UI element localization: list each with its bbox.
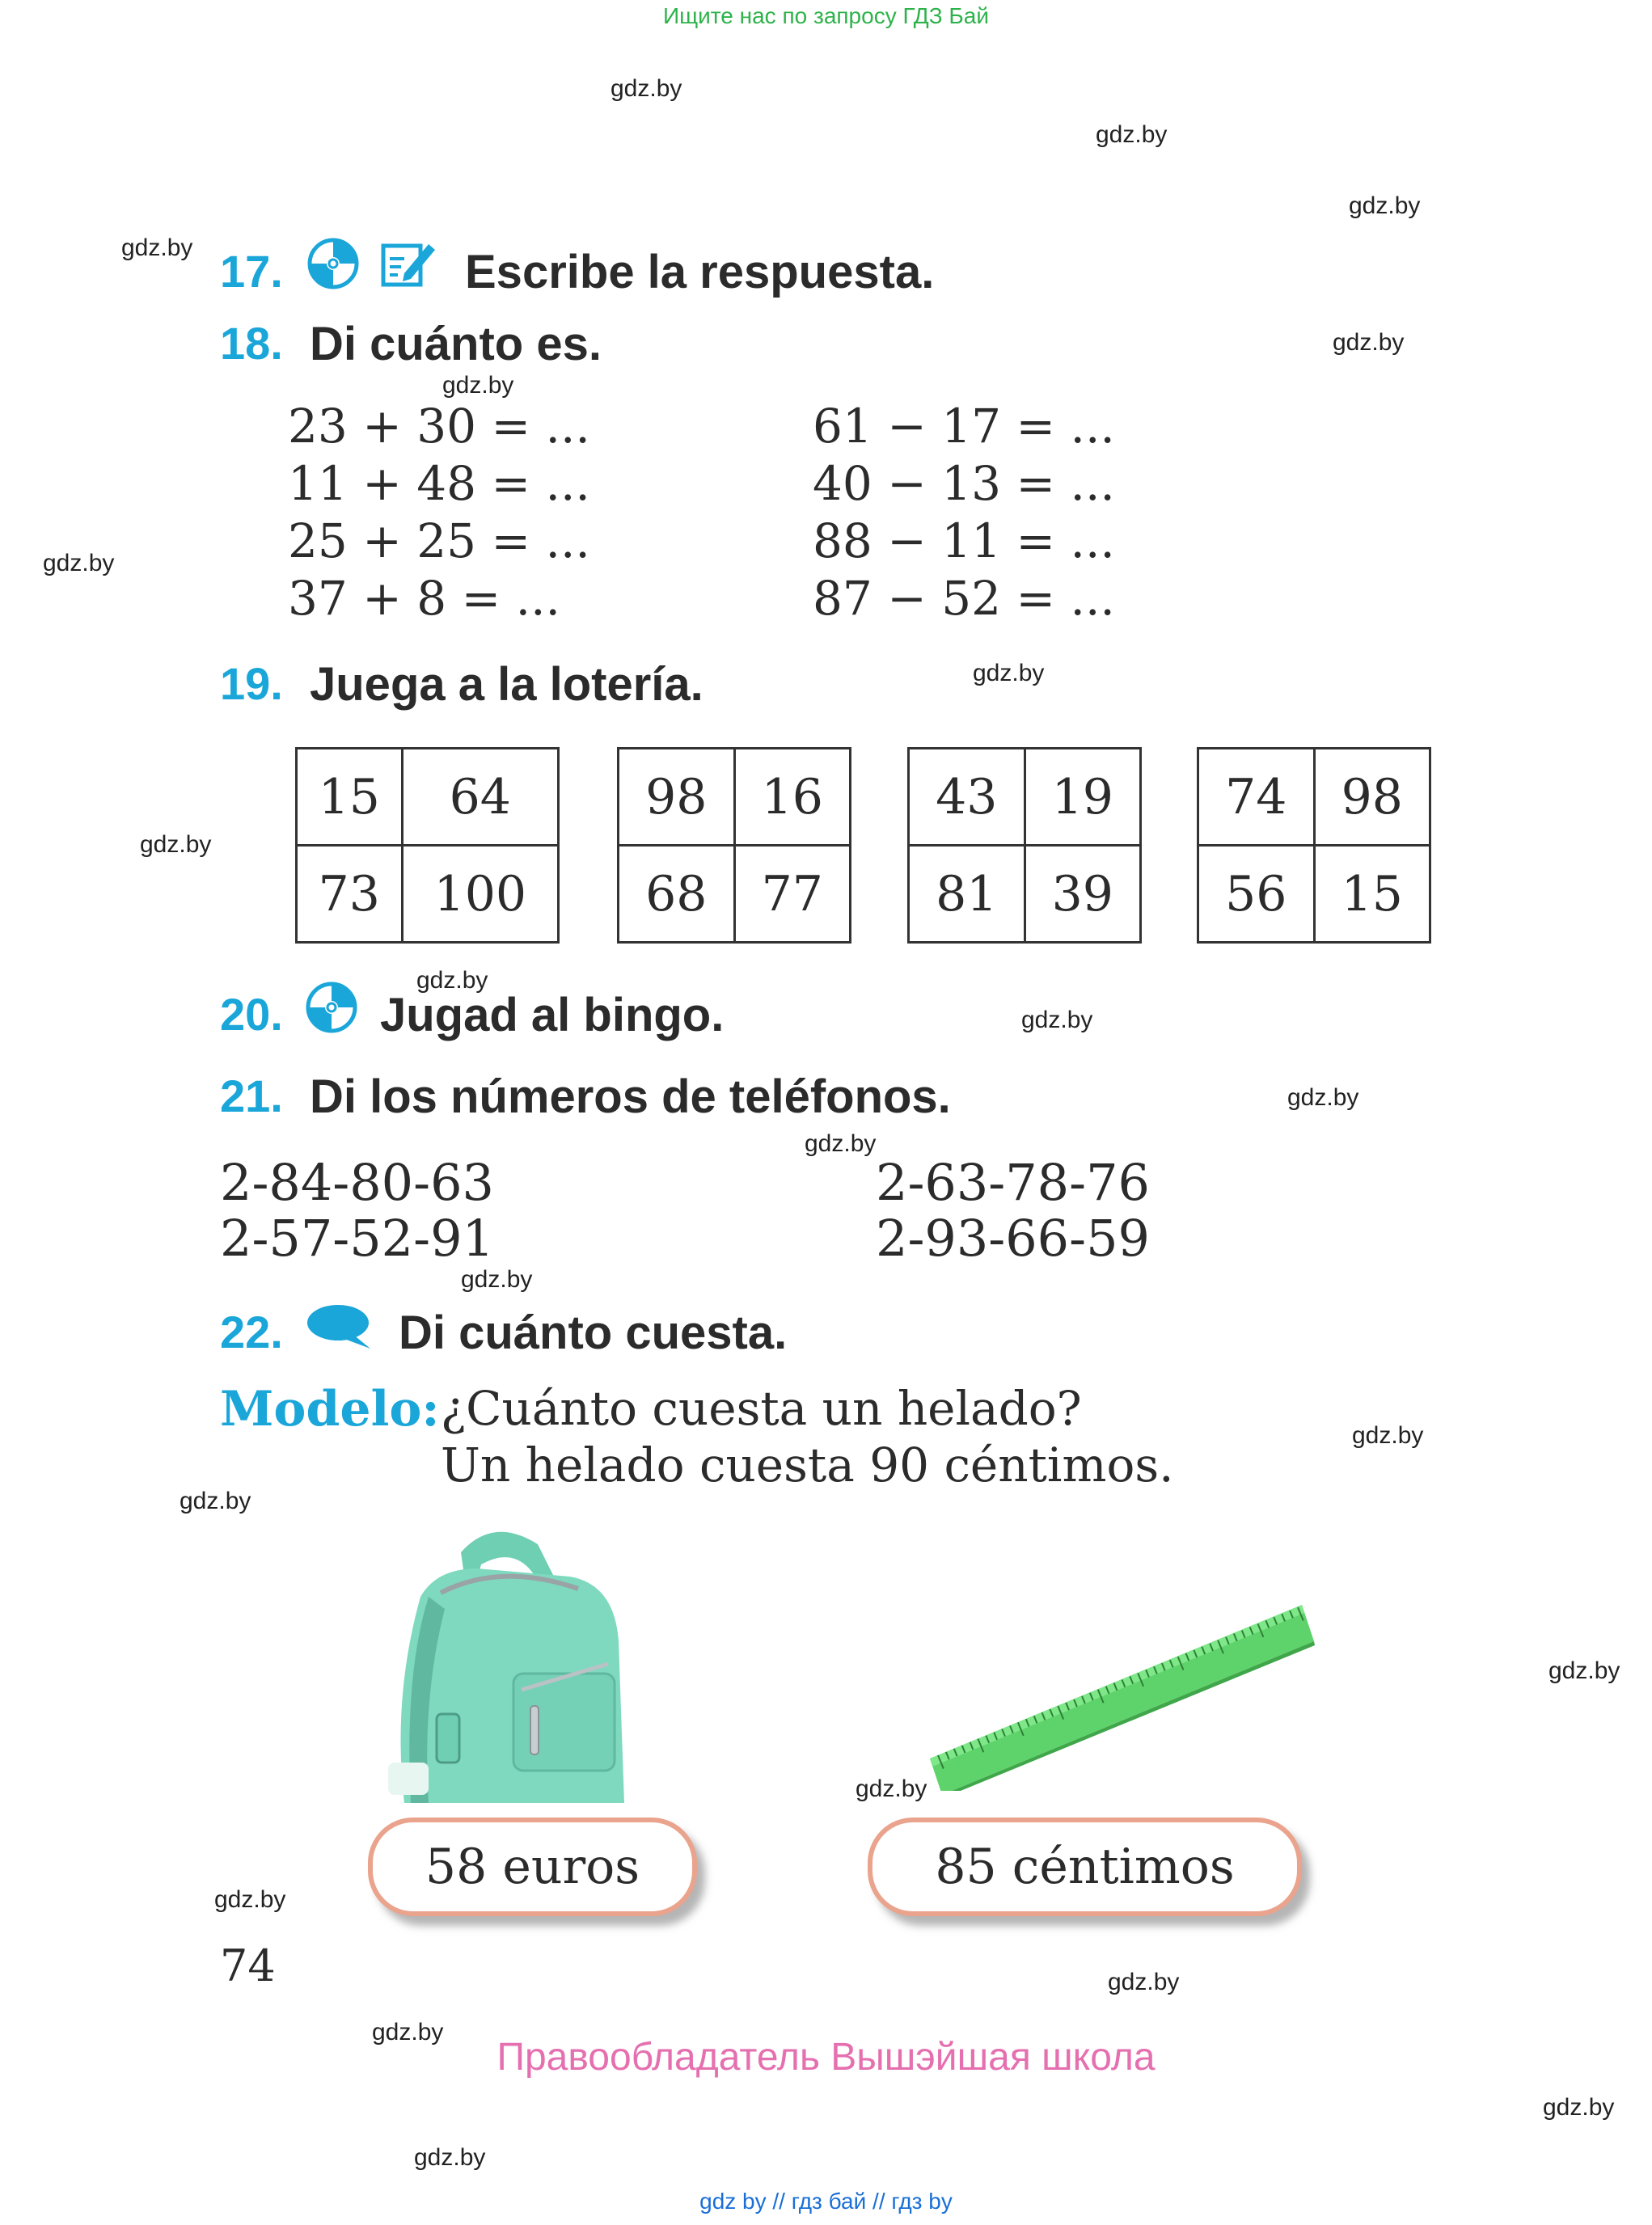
equations-right-column: [813, 398, 1115, 627]
footer-links[interactable]: gdz by // гдз бай // гдз by: [699, 2189, 953, 2214]
equation: 23 + 30 = ...: [288, 399, 590, 454]
watermark: gdz.by: [1352, 1422, 1424, 1449]
lottery-number: 81: [909, 846, 1025, 943]
exercise-19-number: 19.: [220, 658, 283, 709]
equations-left-column: [288, 398, 590, 627]
copyright-notice: Правообладатель Вышэйшая школа: [496, 2036, 1156, 2079]
exercise-20-number: 20.: [220, 989, 283, 1040]
equation: 37 + 8 = ...: [288, 571, 560, 626]
lottery-card: [1197, 747, 1431, 944]
equation: 40 − 13 = ...: [813, 456, 1115, 511]
watermark: gdz.by: [214, 1886, 286, 1913]
watermark: gdz.by: [43, 550, 115, 576]
exercise-22-number: 22.: [220, 1307, 283, 1357]
exercise-21-number: 21.: [220, 1070, 283, 1121]
exercise-17-title: Escribe la respuesta.: [465, 246, 935, 298]
lottery-number: 74: [1198, 749, 1315, 846]
exercise-19-title: Juega a la lotería.: [310, 658, 703, 711]
pencil-notepad-icon: [380, 238, 438, 289]
lottery-number: 15: [297, 749, 403, 846]
exercise-17-number: 17.: [220, 246, 283, 297]
watermark: gdz.by: [442, 372, 514, 399]
ruler-image: [922, 1597, 1326, 1791]
modelo-label: Modelo:: [220, 1381, 440, 1438]
watermark: gdz.by: [121, 234, 193, 261]
watermark: gdz.by: [1108, 1969, 1180, 1995]
lottery-number: 64: [402, 749, 558, 846]
lottery-number: 100: [402, 846, 558, 943]
backpack-image: [372, 1520, 647, 1819]
watermark: gdz.by: [372, 2019, 444, 2046]
watermark: gdz.by: [1096, 121, 1168, 148]
lottery-number: 16: [734, 749, 851, 846]
cd-audio-icon: [306, 982, 357, 1033]
watermark: gdz.by: [1548, 1657, 1620, 1684]
lottery-number: 68: [619, 846, 735, 943]
page-number: 74: [220, 1940, 276, 1991]
exercise-18-title: Di cuánto es.: [310, 318, 602, 370]
watermark: gdz.by: [1543, 2094, 1615, 2121]
equation: 25 + 25 = ...: [288, 513, 590, 568]
exercise-18-number: 18.: [220, 318, 283, 369]
equation: 11 + 48 = ...: [288, 456, 590, 511]
exercise-21-title: Di los números de teléfonos.: [310, 1070, 951, 1123]
lottery-number: 56: [1198, 846, 1315, 943]
lottery-number: 98: [619, 749, 735, 846]
exercise-20-title: Jugad al bingo.: [380, 989, 725, 1041]
watermark: gdz.by: [856, 1775, 927, 1802]
phone-number: 2-57-52-91: [220, 1209, 494, 1268]
watermark: gdz.by: [416, 967, 488, 994]
watermark: gdz.by: [140, 831, 212, 858]
lottery-number: 43: [909, 749, 1025, 846]
watermark: gdz.by: [414, 2144, 486, 2171]
phone-number: 2-84-80-63: [220, 1153, 494, 1212]
price-tag-backpack: 58 euros: [368, 1818, 697, 1916]
modelo-answer: Un helado cuesta 90 céntimos.: [441, 1438, 1174, 1492]
lottery-card: [617, 747, 851, 944]
speech-bubble-icon: [306, 1302, 374, 1352]
watermark: gdz.by: [611, 75, 682, 102]
lottery-card: [907, 747, 1142, 944]
phone-number: 2-93-66-59: [876, 1209, 1150, 1268]
lottery-number: 19: [1025, 749, 1141, 846]
lottery-card: [295, 747, 560, 944]
price-tag-ruler: 85 céntimos: [868, 1818, 1302, 1916]
watermark: gdz.by: [461, 1266, 533, 1293]
top-banner: Ищите нас по запросу ГДЗ Бай: [662, 3, 990, 28]
equation: 88 − 11 = ...: [813, 513, 1115, 568]
phone-number: 2-63-78-76: [876, 1153, 1150, 1212]
watermark: gdz.by: [1021, 1007, 1093, 1033]
lottery-number: 77: [734, 846, 851, 943]
lottery-number: 39: [1025, 846, 1141, 943]
watermark: gdz.by: [973, 660, 1045, 686]
watermark: gdz.by: [1333, 329, 1405, 356]
watermark: gdz.by: [805, 1130, 877, 1157]
lottery-number: 15: [1314, 846, 1430, 943]
watermark: gdz.by: [1349, 192, 1421, 219]
watermark: gdz.by: [1287, 1084, 1359, 1111]
equation: 87 − 52 = ...: [813, 571, 1115, 626]
watermark: gdz.by: [180, 1488, 251, 1514]
modelo-question: ¿Cuánto cuesta un helado?: [441, 1381, 1082, 1436]
lottery-number: 73: [297, 846, 403, 943]
cd-audio-icon: [307, 238, 359, 289]
lottery-number: 98: [1314, 749, 1430, 846]
equation: 61 − 17 = ...: [813, 399, 1115, 454]
exercise-22-title: Di cuánto cuesta.: [399, 1307, 788, 1359]
